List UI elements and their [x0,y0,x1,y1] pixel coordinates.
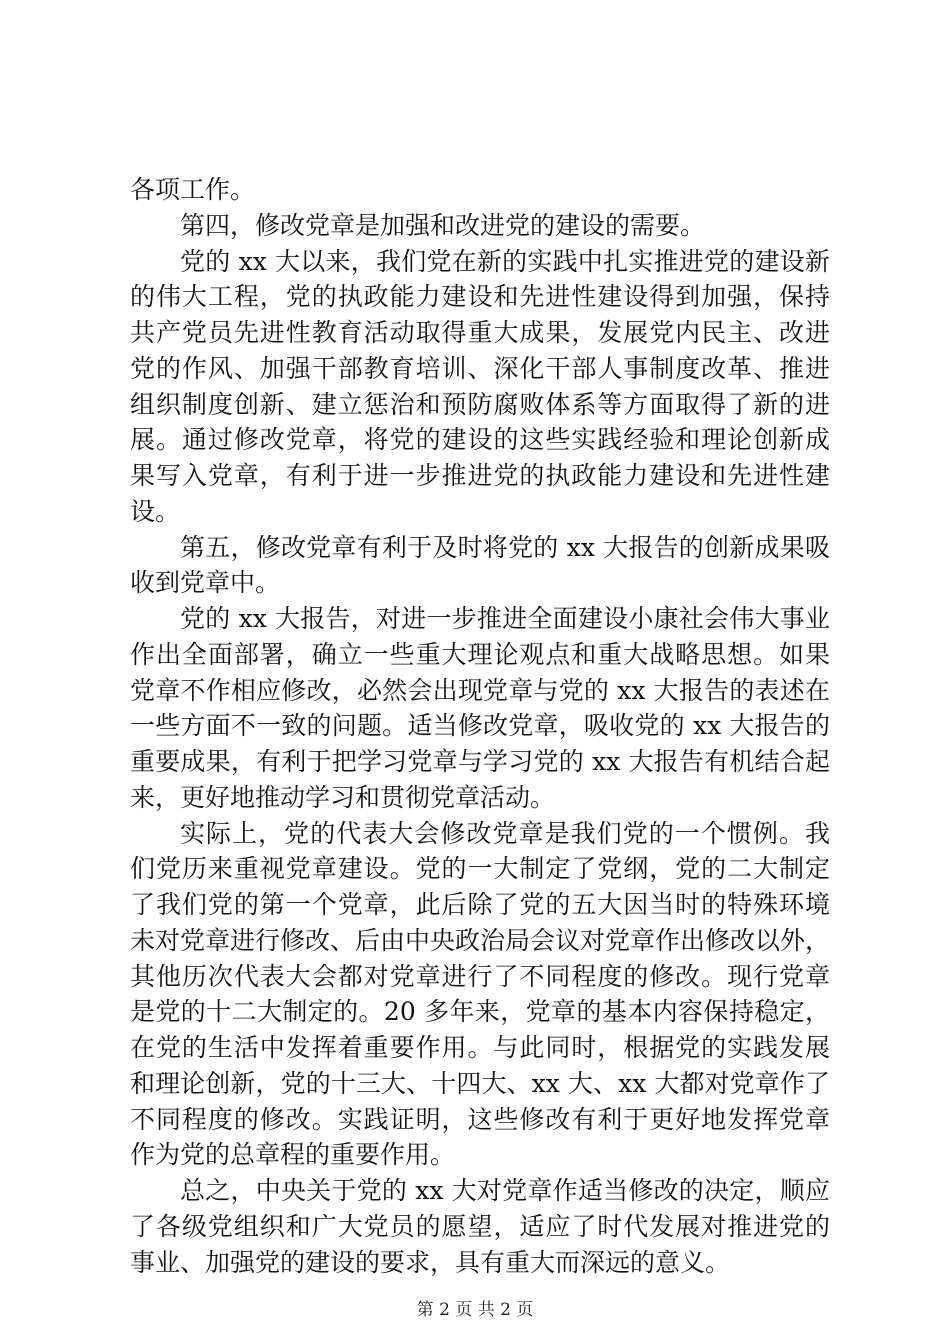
text-line: 其他历次代表大会都对党章进行了不同程度的修改。现行党章 [130,961,830,991]
page-footer: 第 2 页 共 2 页 [416,1300,534,1320]
text-line: 是党的十二大制定的。20 多年来，党章的基本内容保持稳定， [130,997,830,1027]
text-line: 党章不作相应修改，必然会出现党章与党的 xx 大报告的表述在 [130,675,830,705]
text-line: 和理论创新，党的十三大、十四大、xx 大、xx 大都对党章作了 [130,1068,830,1098]
text-line: 共产党员先进性教育活动取得重大成果，发展党内民主、改进 [130,318,830,347]
text-line: 实际上，党的代表大会修改党章是我们党的一个惯例。我 [180,818,830,848]
text-line: 党的 xx 大以来，我们党在新的实践中扎实推进党的建设新 [180,246,830,276]
text-line: 收到党章中。 [130,568,281,598]
text-line: 各项工作。 [130,175,256,204]
text-line: 党的 xx 大报告，对进一步推进全面建设小康社会伟大事业 [180,604,830,633]
text-line: 作出全面部署，确立一些重大理论观点和重大战略思想。如果 [130,639,830,669]
text-line: 事业、加强党的建设的要求，具有重大而深远的意义。 [130,1247,731,1277]
text-line: 在党的生活中发挥着重要作用。与此同时，根据党的实践发展 [130,1033,830,1062]
body-text [130,172,830,1280]
text-line: 组织制度创新、建立惩治和预防腐败体系等方面取得了新的进 [130,389,830,419]
text-line: 来，更好地推动学习和贯彻党章活动。 [130,782,556,812]
text-line: 设。 [130,496,181,526]
text-line: 重要成果，有利于把学习党章与学习党的 xx 大报告有机结合起 [130,747,830,776]
text-line: 未对党章进行修改、后由中央政治局会议对党章作出修改以外， [130,925,831,955]
text-line: 总之，中央关于党的 xx 大对党章作适当修改的决定，顺应 [180,1176,830,1205]
text-line: 了各级党组织和广大党员的愿望，适应了时代发展对推进党的 [130,1211,830,1241]
text-line: 作为党的总章程的重要作用。 [130,1140,456,1170]
text-line: 第五，修改党章有利于及时将党的 xx 大报告的创新成果吸 [180,532,830,562]
text-line: 们党历来重视党章建设。党的一大制定了党纲，党的二大制定 [130,854,830,884]
text-line: 一些方面不一致的问题。适当修改党章，吸收党的 xx 大报告的 [130,711,830,741]
text-line: 果写入党章，有利于进一步推进党的执政能力建设和先进性建 [130,461,830,490]
text-line: 了我们党的第一个党章，此后除了党的五大因当时的特殊环境 [130,890,830,919]
text-line: 展。通过修改党章，将党的建设的这些实践经验和理论创新成 [130,425,830,455]
text-line: 党的作风、加强干部教育培训、深化干部人事制度改革、推进 [130,353,830,383]
text-line: 第四，修改党章是加强和改进党的建设的需要。 [180,210,706,240]
text-line: 的伟大工程，党的执政能力建设和先进性建设得到加强，保持 [130,282,830,312]
text-line: 不同程度的修改。实践证明，这些修改有利于更好地发挥党章 [130,1104,830,1134]
